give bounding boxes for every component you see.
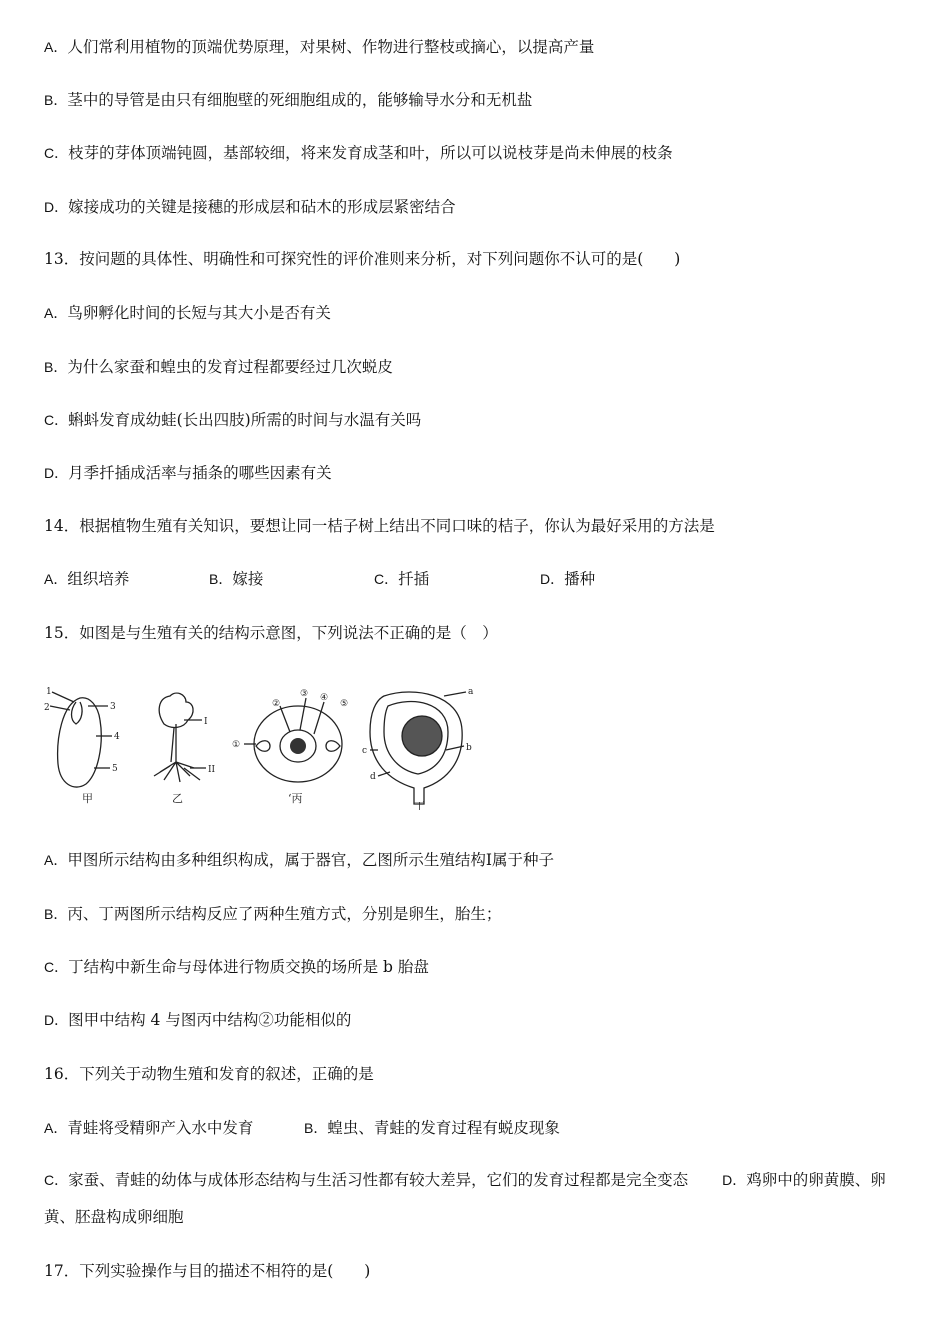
- q14-option-b: [209, 569, 263, 589]
- option-text: 枝芽的芽体顶端钝圆，基部较细，将来发育成茎和叶，所以可以说枝芽是尚未伸展的枝条: [68, 144, 673, 162]
- label-2: 2: [44, 703, 50, 713]
- label-roman-ii: II: [208, 765, 216, 775]
- label-4: 4: [114, 732, 120, 742]
- q16-option-c: [44, 1171, 688, 1189]
- q14-option-c: [374, 569, 429, 589]
- option-label: D．: [44, 1012, 69, 1028]
- option-label: D．: [540, 571, 565, 587]
- q12-option-d: [44, 197, 456, 217]
- label-roman-i: I: [204, 717, 208, 727]
- option-text: 茎中的导管是由只有细胞壁的死细胞组成的，能够输导水分和无机盐: [67, 91, 533, 109]
- option-label: C．: [44, 959, 69, 975]
- option-label: A．: [44, 852, 68, 868]
- option-label: C．: [374, 571, 399, 587]
- option-text: 嫁接成功的关键是接穗的形成层和砧木的形成层紧密结合: [68, 198, 456, 216]
- option-label: A．: [44, 305, 68, 321]
- option-label: D．: [722, 1172, 747, 1188]
- q12-option-a: [44, 37, 594, 57]
- option-text: 蝌蚪发育成幼蛙(长出四肢)所需的时间与水温有关吗: [68, 411, 422, 429]
- q16-options-cd: [44, 1162, 906, 1236]
- option-text: 嫁接: [232, 570, 264, 588]
- option-text: 扦插: [398, 570, 430, 588]
- label-b: b: [466, 743, 472, 753]
- q15-stem: 15．如图是与生殖有关的结构示意图，下列说法不正确的是（ ）: [44, 624, 498, 642]
- option-label: A．: [44, 39, 68, 55]
- option-label: C．: [44, 1172, 69, 1188]
- q13-option-b: [44, 357, 393, 377]
- label-c1: ①: [232, 740, 241, 750]
- q13-option-c: [44, 410, 421, 430]
- label-d: d: [370, 772, 376, 782]
- option-text: 人们常利用植物的顶端优势原理，对果树、作物进行整枝或摘心，以提高产量: [67, 38, 595, 56]
- q13-stem: 13．按问题的具体性、明确性和可探究性的评价准则来分析，对下列问题你不认可的是( ): [44, 250, 681, 268]
- caption-jia: 甲: [82, 792, 93, 805]
- q16-option-b: [304, 1118, 560, 1138]
- label-3: 3: [110, 702, 116, 712]
- q13-option-d: [44, 463, 332, 483]
- option-text: 丙、丁两图所示结构反应了两种生殖方式，分别是卵生，胎生；: [67, 905, 502, 923]
- q15-option-d: [44, 1010, 351, 1030]
- q16-option-a: [44, 1118, 253, 1138]
- option-label: C．: [44, 145, 69, 161]
- option-text: 为什么家蚕和蝗虫的发育过程都要经过几次蜕皮: [67, 358, 393, 376]
- option-text: 鸡卵中的卵黄膜、卵黄、胚盘构成卵细胞: [44, 1171, 886, 1226]
- label-5: 5: [112, 764, 118, 774]
- option-text: 月季扦插成活率与插条的哪些因素有关: [68, 464, 332, 482]
- q14-option-a: [44, 569, 129, 589]
- option-text: 蝗虫、青蛙的发育过程有蜕皮现象: [327, 1119, 560, 1137]
- q17-stem: 17．下列实验操作与目的描述不相符的是( ): [44, 1262, 371, 1280]
- option-label: C．: [44, 412, 69, 428]
- caption-ding: 丁: [414, 800, 425, 810]
- option-label: B．: [44, 359, 68, 375]
- seed-embryo: [72, 702, 83, 724]
- q14-option-d: [540, 569, 595, 589]
- option-text: 播种: [564, 570, 596, 588]
- seed-outline: [58, 698, 102, 787]
- option-label: A．: [44, 1120, 68, 1136]
- option-text: 丁结构中新生命与母体进行物质交换的场所是 b 胎盘: [68, 958, 429, 976]
- q12-option-c: [44, 143, 673, 163]
- q16-stem: 16．下列关于动物生殖和发育的叙述，正确的是: [44, 1065, 374, 1083]
- option-label: A．: [44, 571, 68, 587]
- q13-option-a: [44, 303, 331, 323]
- option-label: B．: [209, 571, 233, 587]
- label-c: c: [362, 746, 368, 756]
- caption-yi: 乙: [172, 792, 183, 805]
- option-label: D．: [44, 465, 69, 481]
- option-label: B．: [304, 1120, 328, 1136]
- option-label: B．: [44, 906, 68, 922]
- figure-svg: [44, 684, 484, 810]
- plant-top: [159, 693, 193, 727]
- option-text: 组织培养: [67, 570, 130, 588]
- option-text: 家蚕、青蛙的幼体与成体形态结构与生活习性都有较大差异，它们的发育过程都是完全变态: [68, 1171, 689, 1189]
- q12-option-b: [44, 90, 532, 110]
- q15-option-b: [44, 904, 501, 924]
- option-text: 甲图所示结构由多种组织构成，属于器官，乙图所示生殖结构Ⅰ属于种子: [67, 851, 554, 869]
- label-c5: ⑤: [340, 699, 349, 709]
- q14-stem: 14．根据植物生殖有关知识，要想让同一桔子树上结出不同口味的桔子，你认为最好采用的方法是: [44, 517, 715, 535]
- label-a: a: [468, 687, 474, 697]
- option-label: D．: [44, 199, 69, 215]
- label-c2: ②: [272, 699, 281, 709]
- option-text: 图甲中结构 4 与图丙中结构②功能相似的: [68, 1011, 352, 1029]
- q15-option-c: [44, 957, 429, 977]
- option-text: 鸟卵孵化时间的长短与其大小是否有关: [67, 304, 331, 322]
- option-label: B．: [44, 92, 68, 108]
- reproduction-structures-figure: [44, 684, 484, 810]
- label-c3: ③: [300, 689, 309, 699]
- option-text: 青蛙将受精卵产入水中发育: [67, 1119, 254, 1137]
- q15-option-a: [44, 850, 554, 870]
- label-1: 1: [46, 687, 52, 697]
- label-c4: ④: [320, 693, 329, 703]
- caption-bing: ‘丙: [288, 792, 303, 805]
